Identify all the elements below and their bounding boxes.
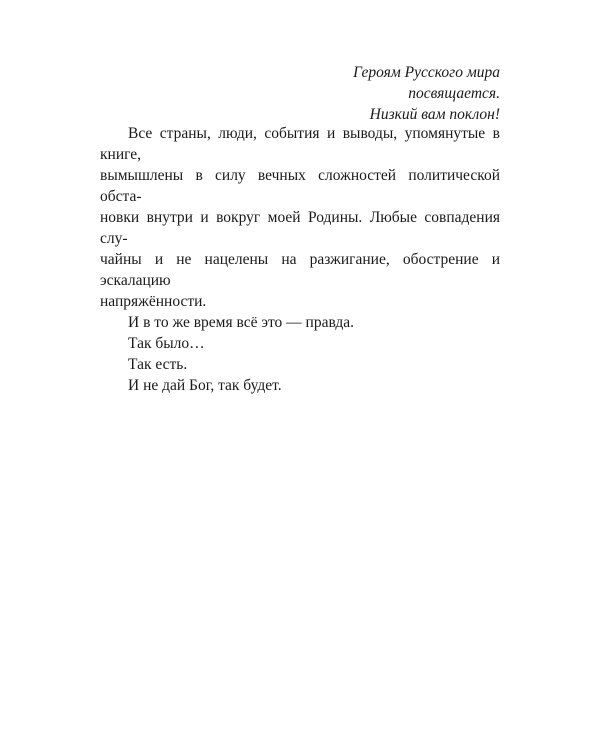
disclaimer-line: новки внутри и вокруг моей Родины. Любые совпадения слу- (100, 209, 500, 247)
dedication-line: Низкий вам поклон! (369, 106, 500, 123)
dedication-epigraph (200, 62, 500, 125)
past-statement: Так было… (128, 335, 205, 352)
dedication-line: посвящается. (408, 85, 500, 102)
disclaimer-line: чайны и не нацелены на разжигание, обострение и эскалацию (100, 251, 500, 289)
present-statement: Так есть. (128, 356, 188, 373)
truth-statement: И в то же время всё это — правда. (128, 314, 355, 331)
disclaimer-line: вымышлены в силу вечных сложностей политической обста- (100, 167, 500, 205)
disclaimer-line: напряжённости. (100, 293, 207, 310)
future-statement: И не дай Бог, так будет. (128, 377, 282, 394)
disclaimer-line: Все страны, люди, события и выводы, упомянутые в книге, (100, 125, 500, 163)
dedication-line: Героям Русского мира (353, 64, 500, 81)
disclaimer-text (100, 123, 500, 396)
disclaimer-paragraph (100, 123, 500, 312)
